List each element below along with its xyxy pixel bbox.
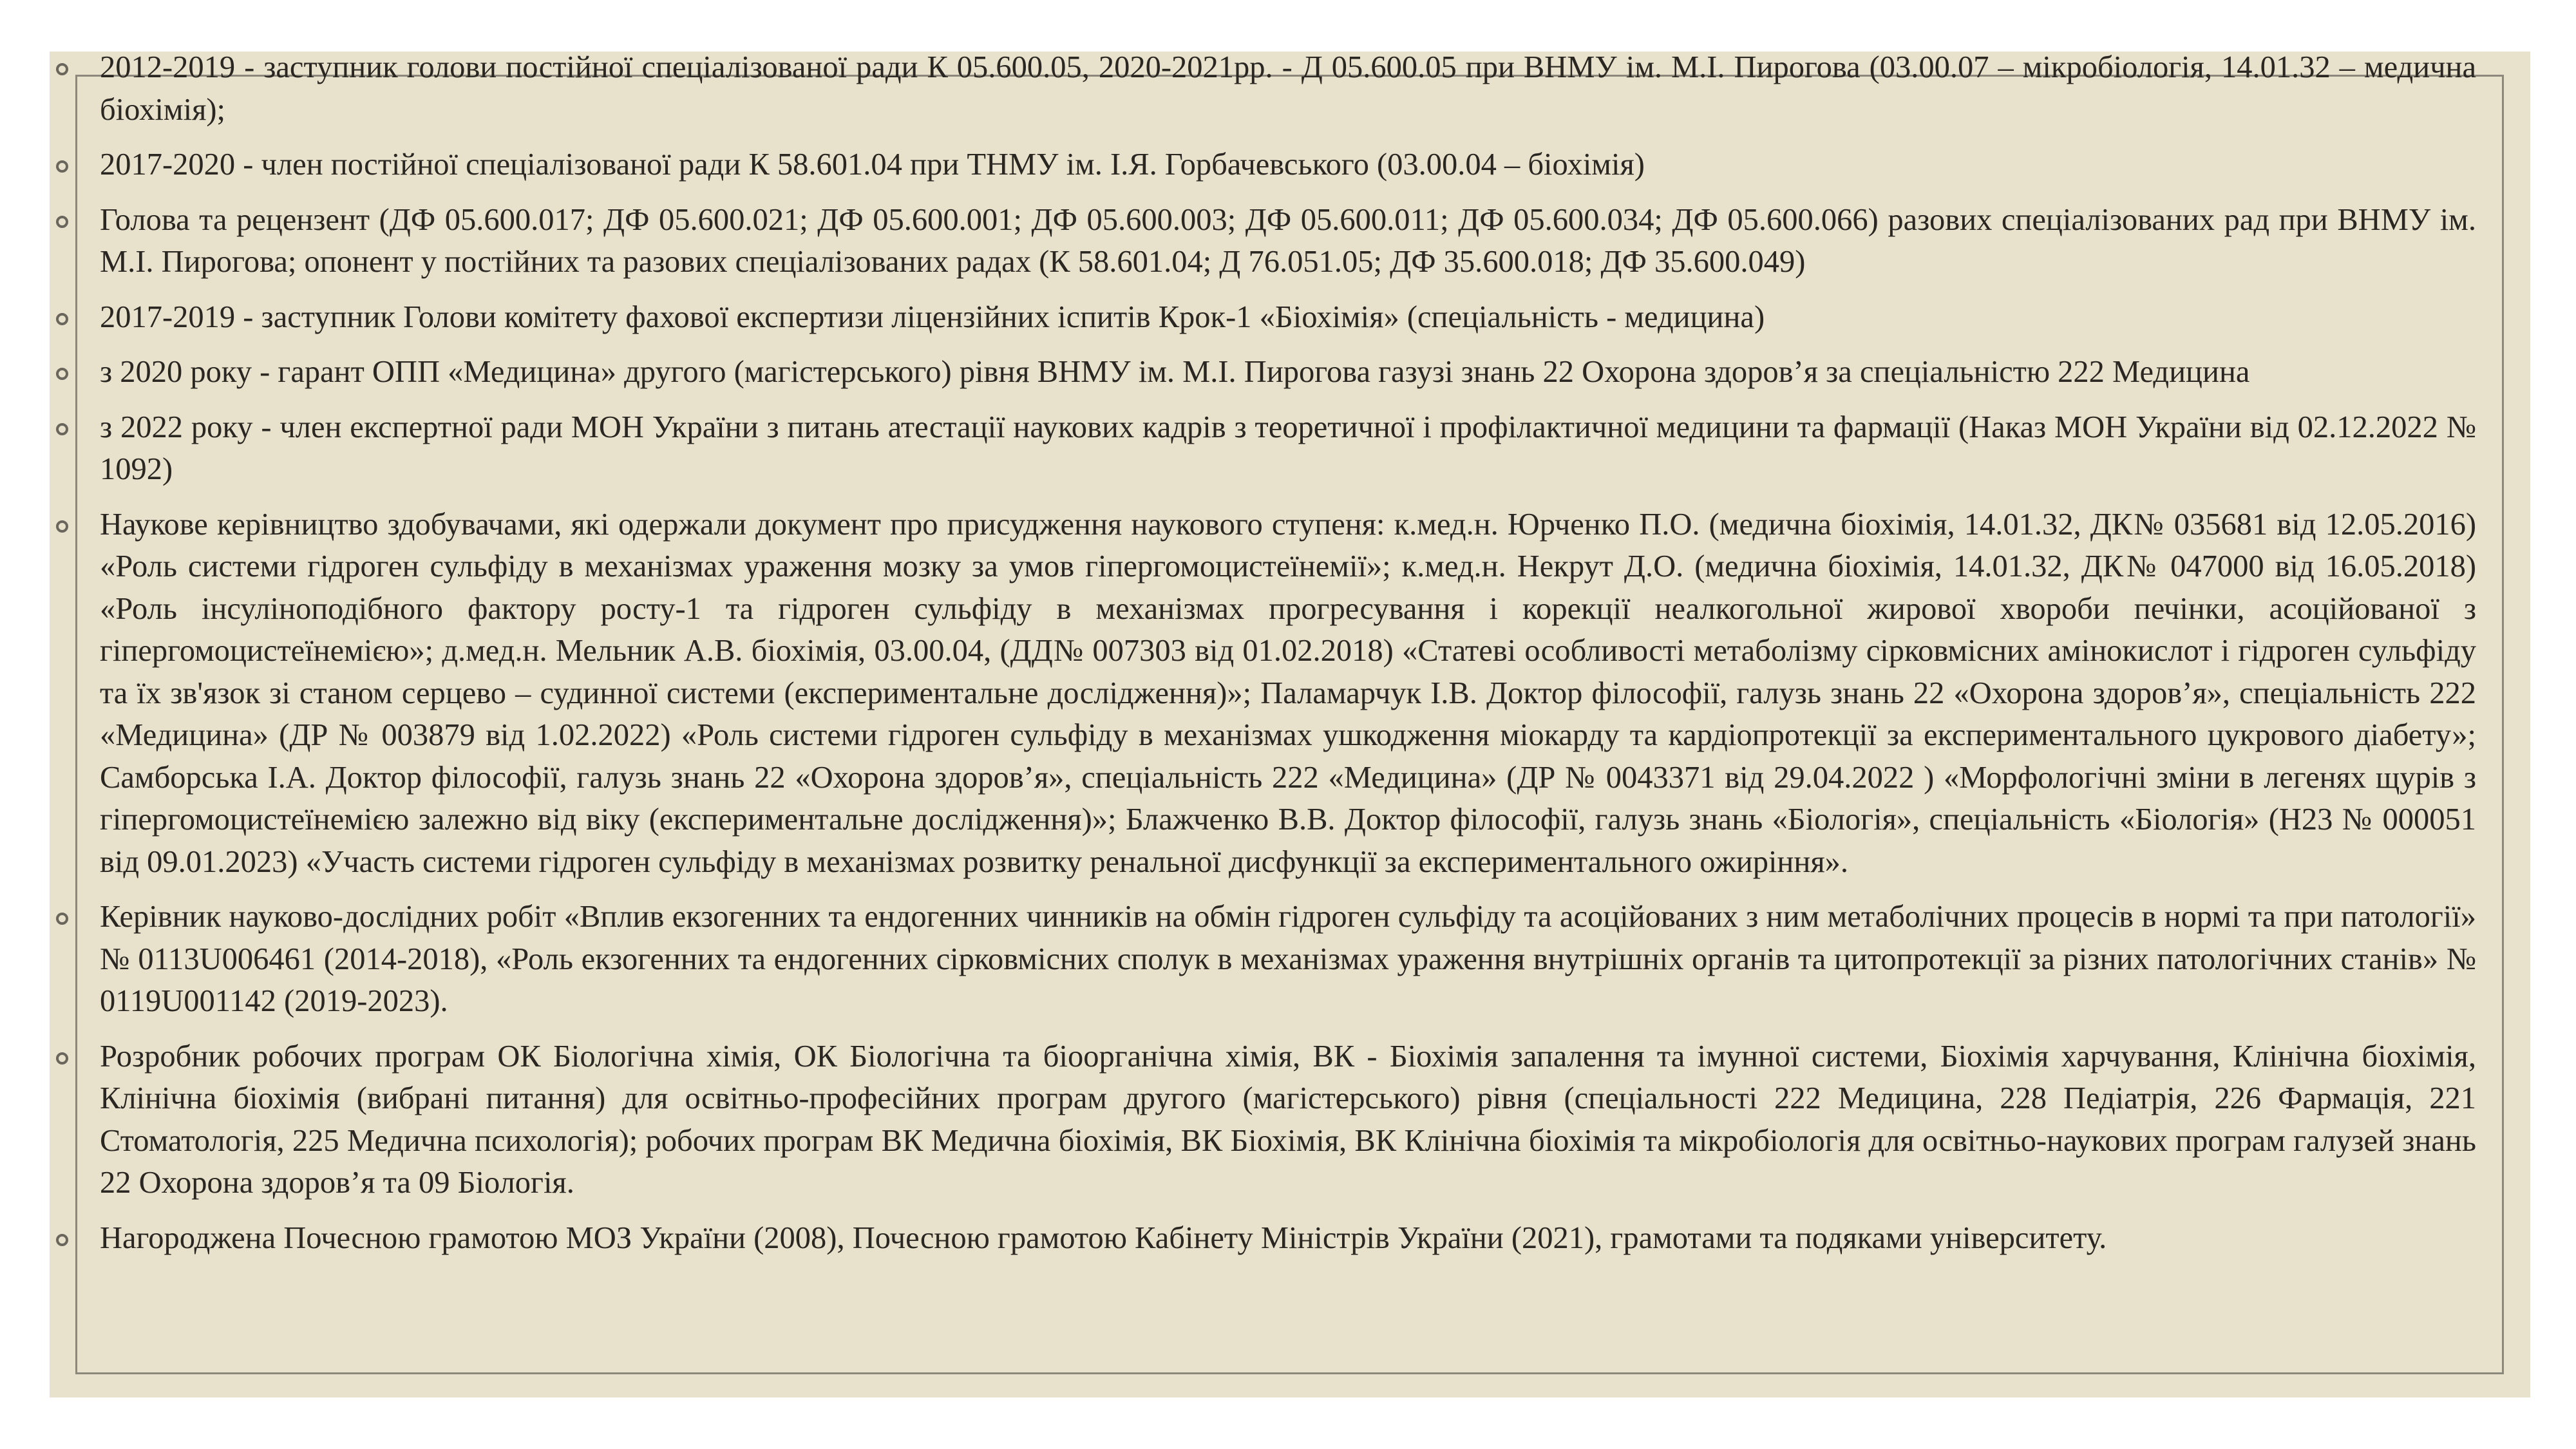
list-item-text: Нагороджена Почесною грамотою МОЗ України (2008), Почесною грамотою Кабінету Міністрів України (2021), грамотами та подяками університету. (100, 1220, 2107, 1255)
list-item (100, 1036, 2476, 1204)
list-item (100, 296, 2476, 339)
circle-bullet-icon (56, 520, 68, 533)
circle-bullet-icon (56, 313, 68, 325)
list-item (100, 144, 2476, 186)
list-item-text: 2017-2019 - заступник Голови комітету фахової експертизи ліцензійних іспитів Крок-1 «Біохімія» (спеціальність - медицина) (100, 299, 1765, 334)
list-item-text: Керівник науково-дослідних робіт «Вплив екзогенних та ендогенних чинників на обмін гідроген сульфіду та асоційованих з ним метаболічних процесів в нормі та при патології» № 0113U006461 (2014-2018), «Роль екзогенних та ендогенних сірковмісних сполук в механізмах ураження внутрішніх органів та цитопротекції за різних патологічних станів» № 0119U001142 (2019-2023). (100, 900, 2476, 1018)
circle-bullet-icon (56, 1052, 68, 1065)
circle-bullet-icon (56, 216, 68, 228)
list-item (100, 896, 2476, 1023)
list-item-text: Голова та рецензент (ДФ 05.600.017; ДФ 05.600.021; ДФ 05.600.001; ДФ 05.600.003; ДФ 05.600.011; ДФ 05.600.034; ДФ 05.600.066) разових спеціалізованих рад при ВНМУ ім. М.І. Пирогова; опонент у постійних та разових спеціалізованих радах (К 58.601.04; Д 76.051.05; ДФ 35.600.018; ДФ 35.600.049) (100, 202, 2476, 279)
list-item (100, 406, 2476, 491)
list-item (100, 46, 2476, 131)
list-item-text: Наукове керівництво здобувачами, які одержали документ про присудження наукового ступеня: к.мед.н. Юрченко П.О. (медична біохімія, 14.01.32, ДК№ 035681 від 12.05.2016) «Роль системи гідроген сульфіду в механізмах ураження мозку за умов гіпергомоцистеїнемії»; к.мед.н. Некрут Д.О. (медична біохімія, 14.01.32, ДК№ 047000 від 16.05.2018) «Роль інсуліноподібного фактору росту-1 та гідроген сульфіду в механізмах прогресування і корекції неалкогольної жирової хвороби печінки, асоційованої з гіпергомоцистеїнемією»; д.мед.н. Мельник А.В. біохімія, 03.00.04, (ДД№ 007303 від 01.02.2018) «Статеві особливості метаболізму сірковмісних амінокислот і гідроген сульфіду та їх зв'язок зі станом серцево – судинної системи (експериментальне дослідження)»; Паламарчук І.В. Доктор філософії, галузь знань 22 «Охорона здоров’я», спеціальність 222 «Медицина» (ДР № 003879 від 1.02.2022) «Роль системи гідроген сульфіду в механізмах ушкодження міокарду та кардіопротекції за експериментального цукрового діабету»; Самборська І.А. Доктор філософії, галузь знань 22 «Охорона здоров’я», спеціальність 222 «Медицина» (ДР № 0043371 від 29.04.2022 ) «Морфологічні зміни в легенях щурів з гіпергомоцистеїнемією залежно від віку (експериментальне дослідження)»; Блажченко В.В. Доктор філософії, галузь знань «Біологія», спеціальність «Біологія» (Н23 № 000051 від 09.01.2023) «Участь системи гідроген сульфіду в механізмах розвитку ренальної дисфункції за експериментального ожиріння». (100, 507, 2476, 879)
circle-bullet-icon (56, 913, 68, 925)
circle-bullet-icon (56, 368, 68, 380)
list-item (100, 351, 2476, 393)
list-item-text: з 2022 року - член експертної ради МОН України з питань атестації наукових кадрів з теоретичної і профілактичної медицини та фармації (Наказ МОН України від 02.12.2022 № 1092) (100, 410, 2476, 486)
list-item-text: Розробник робочих програм ОК Біологічна хімія, ОК Біологічна та біоорганічна хімія, ВК - Біохімія запалення та імунної системи, Біохімія харчування, Клінічна біохімія, Клінічна біохімія (вибрані питання) для освітньо-професійних програм другого (магістерського) рівня (спеціальності 222 Медицина, 228 Педіатрія, 226 Фармація, 221 Стоматологія, 225 Медична психологія); робочих програм ВК Медична біохімія, ВК Біохімія, ВК Клінічна біохімія та мікробіологія для освітньо-наукових програм галузей знань 22 Охорона здоров’я та 09 Біологія. (100, 1039, 2476, 1200)
bullet-list (100, 46, 2476, 1272)
list-item-text: з 2020 року - гарант ОПП «Медицина» другого (магістерського) рівня ВНМУ ім. М.І. Пирогова газузі знань 22 Охорона здоров’я за спеціальністю 222 Медицина (100, 355, 2250, 389)
circle-bullet-icon (56, 160, 68, 173)
list-item (100, 199, 2476, 283)
circle-bullet-icon (56, 1234, 68, 1246)
circle-bullet-icon (56, 423, 68, 435)
circle-bullet-icon (56, 63, 68, 75)
list-item (100, 504, 2476, 884)
list-item-text: 2017-2020 - член постійної спеціалізованої ради К 58.601.04 при ТНМУ ім. І.Я. Горбачевського (03.00.04 – біохімія) (100, 147, 1645, 182)
list-item (100, 1217, 2476, 1260)
list-item-text: 2012-2019 - заступник голови постійної спеціалізованої ради К 05.600.05, 2020-2021рр. - Д 05.600.05 при ВНМУ ім. М.І. Пирогова (03.00.07 – мікробіологія, 14.01.32 – медична біохімія); (100, 50, 2476, 127)
